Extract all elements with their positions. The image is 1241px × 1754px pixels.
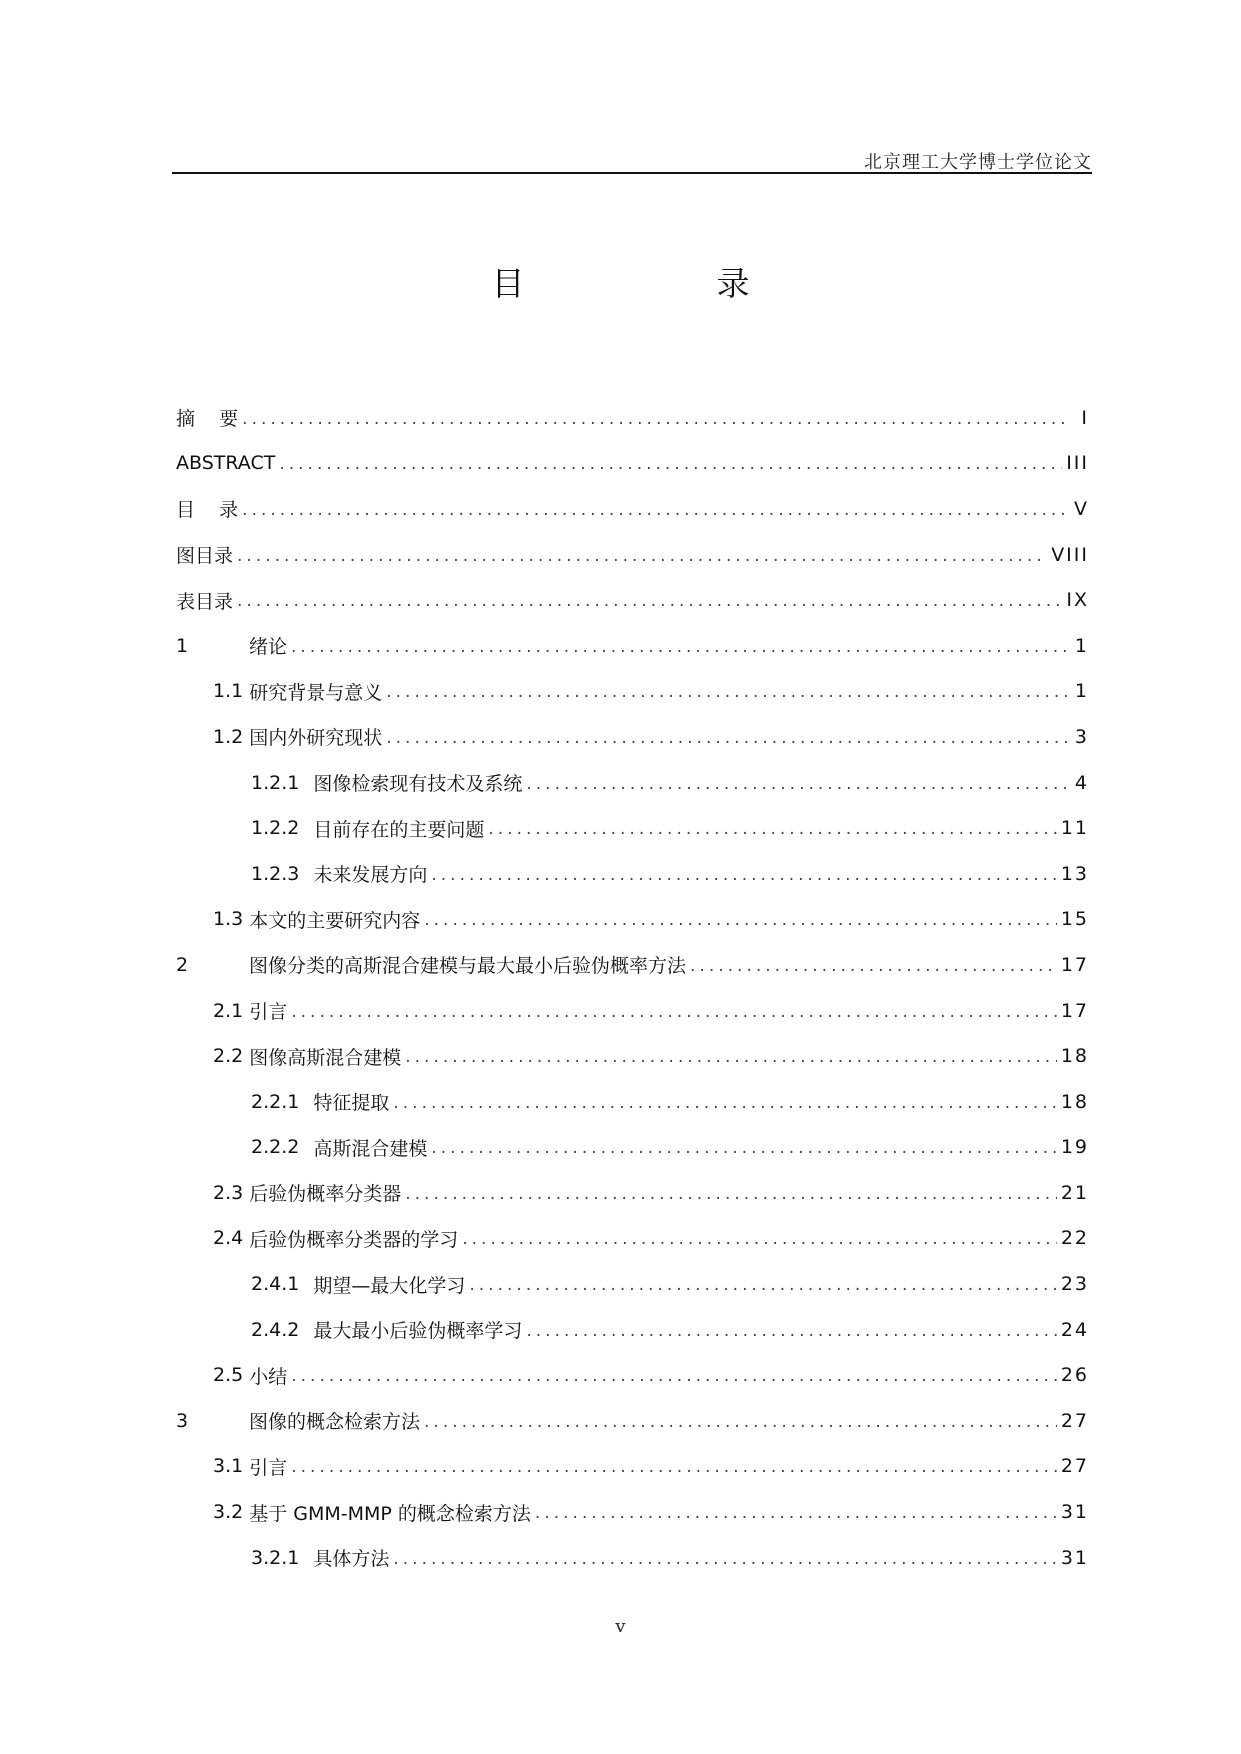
- toc-entry-number: 3.2.1: [251, 1546, 300, 1569]
- dot-leader: [393, 1549, 1056, 1571]
- toc-entry-label: 小结: [249, 1365, 288, 1388]
- dot-leader: [291, 1002, 1057, 1024]
- toc-entry-number: 2.1: [213, 999, 244, 1022]
- page-title: 目 录: [491, 264, 780, 303]
- toc-entry-number: 2.2.1: [251, 1090, 300, 1113]
- dot-leader: [431, 1138, 1056, 1160]
- toc-entry-label: 最大最小后验伪概率学习: [313, 1320, 523, 1343]
- toc-entry-number: 1.2.3: [251, 862, 300, 885]
- toc-entry-page: III: [1066, 452, 1089, 475]
- toc-entry-page: 22: [1060, 1227, 1089, 1250]
- dot-leader: [291, 1457, 1057, 1479]
- toc-entry-number: 1.2.1: [251, 771, 300, 794]
- toc-entry-label: 未来发展方向: [313, 864, 428, 887]
- toc-entry[interactable]: [176, 851, 1089, 897]
- toc-entry-number: 2.2: [213, 1045, 244, 1068]
- toc-entry-label: 图目录: [176, 545, 234, 568]
- toc-entry[interactable]: [176, 1216, 1089, 1262]
- toc-entry-page: IX: [1066, 589, 1089, 612]
- toc-entry-label: 期望—最大化学习: [313, 1274, 466, 1297]
- dot-leader: [237, 591, 1062, 613]
- toc-entry[interactable]: [176, 1444, 1089, 1490]
- toc-entry[interactable]: [176, 714, 1089, 760]
- toc-entry-page: VIII: [1051, 543, 1089, 566]
- toc-entry[interactable]: [176, 1489, 1089, 1535]
- toc-entry-label: 目 录: [176, 499, 239, 522]
- toc-entry-page: 24: [1060, 1318, 1089, 1341]
- toc-entry-label: 后验伪概率分类器: [249, 1183, 402, 1206]
- toc-entry[interactable]: [176, 1170, 1089, 1216]
- toc-entry-label: 图像检索现有技术及系统: [313, 773, 523, 796]
- toc-entry[interactable]: [176, 1033, 1089, 1079]
- toc-entry[interactable]: [176, 441, 1089, 487]
- toc-entry[interactable]: [176, 1307, 1089, 1353]
- toc-entry-page: 4: [1074, 771, 1089, 794]
- toc-entry-number: 1.3: [213, 908, 244, 931]
- toc-entry-number: 2.2.2: [251, 1136, 300, 1159]
- toc-entry[interactable]: [176, 897, 1089, 943]
- dot-leader: [386, 728, 1071, 750]
- dot-leader: [405, 1184, 1057, 1206]
- toc-entry-number: 1: [176, 634, 189, 657]
- toc-entry-number: 3: [176, 1409, 189, 1432]
- toc-entry-page: 19: [1060, 1136, 1089, 1159]
- toc-entry-page: 17: [1060, 953, 1089, 976]
- toc-entry-label: 国内外研究现状: [249, 727, 383, 750]
- toc-entry-number: 3.1: [213, 1455, 244, 1478]
- toc-entry-page: 27: [1060, 1409, 1089, 1432]
- dot-leader: [393, 1093, 1056, 1115]
- dot-leader: [526, 1321, 1056, 1343]
- toc-entry-label: 本文的主要研究内容: [249, 909, 421, 932]
- toc-entry-page: 18: [1060, 1090, 1089, 1113]
- toc-entry-page: 23: [1060, 1273, 1089, 1296]
- toc-entry-page: I: [1081, 406, 1089, 429]
- toc-entry[interactable]: [176, 532, 1089, 578]
- toc-entry[interactable]: [176, 942, 1089, 988]
- dot-leader: [431, 865, 1056, 887]
- toc-entry-label: 绪论: [249, 636, 288, 659]
- toc-entry-label: 摘 要: [176, 408, 239, 431]
- dot-leader: [535, 1503, 1057, 1525]
- toc-entry-number: 2.3: [213, 1181, 244, 1204]
- toc-entry[interactable]: [176, 486, 1089, 532]
- dot-leader: [526, 774, 1071, 796]
- toc-entry-page: 1: [1074, 634, 1089, 657]
- toc-entry[interactable]: [176, 1398, 1089, 1444]
- dot-leader: [469, 1275, 1056, 1297]
- toc-entry-page: 11: [1060, 817, 1089, 840]
- toc-entry-label: 引言: [249, 1001, 288, 1024]
- toc-entry[interactable]: [176, 395, 1089, 441]
- toc-entry-number: 2.4.2: [251, 1318, 300, 1341]
- dot-leader: [488, 819, 1056, 841]
- toc-entry-page: 3: [1074, 725, 1089, 748]
- toc-entry-page: 13: [1060, 862, 1089, 885]
- toc-entry[interactable]: [176, 1535, 1089, 1581]
- toc-entry[interactable]: [176, 577, 1089, 623]
- toc-entry-page: V: [1074, 497, 1089, 520]
- toc-entry[interactable]: [176, 1079, 1089, 1125]
- toc-entry-label: 具体方法: [313, 1548, 390, 1571]
- toc-entry-page: 1: [1074, 680, 1089, 703]
- toc-entry[interactable]: [176, 669, 1089, 715]
- dot-leader: [242, 500, 1070, 522]
- toc-entry-page: 17: [1060, 999, 1089, 1022]
- toc-entry[interactable]: [176, 805, 1089, 851]
- page-number: v: [615, 1616, 626, 1637]
- toc-entry-label: 图像高斯混合建模: [249, 1046, 402, 1069]
- dot-leader: [242, 409, 1071, 431]
- toc-entry-number: 2.5: [213, 1364, 244, 1387]
- toc-entry-label: 后验伪概率分类器的学习: [249, 1228, 459, 1251]
- toc-entry-label: 图像的概念检索方法: [249, 1411, 421, 1434]
- dot-leader: [291, 1366, 1057, 1388]
- toc-entry[interactable]: [176, 1352, 1089, 1398]
- toc-entry-label: 特征提取: [313, 1092, 390, 1115]
- dot-leader: [424, 910, 1057, 932]
- toc-entry[interactable]: [176, 988, 1089, 1034]
- toc-entry-number: 1.1: [213, 680, 244, 703]
- toc-entry-number: 1.2.2: [251, 817, 300, 840]
- toc-entry-page: 18: [1060, 1045, 1089, 1068]
- header-rule: [172, 172, 1092, 174]
- toc-entry-number: 2.4.1: [251, 1273, 300, 1296]
- table-of-contents: [176, 395, 1089, 1580]
- running-header: 北京理工大学博士学位论文: [864, 152, 1092, 173]
- toc-entry-page: 31: [1060, 1546, 1089, 1569]
- dot-leader: [405, 1047, 1057, 1069]
- dot-leader: [462, 1229, 1057, 1251]
- toc-entry-number: 2: [176, 953, 189, 976]
- dot-leader: [279, 454, 1062, 476]
- toc-entry-page: 31: [1060, 1501, 1089, 1524]
- toc-entry-number: 3.2: [213, 1501, 244, 1524]
- toc-entry-label: 表目录: [176, 590, 234, 613]
- toc-entry-page: 21: [1060, 1181, 1089, 1204]
- toc-entry[interactable]: [176, 760, 1089, 806]
- toc-entry-page: 26: [1060, 1364, 1089, 1387]
- toc-entry-label: 研究背景与意义: [249, 681, 383, 704]
- toc-entry-label: 高斯混合建模: [313, 1137, 428, 1160]
- toc-entry[interactable]: [176, 1261, 1089, 1307]
- dot-leader: [291, 637, 1071, 659]
- toc-entry-number: 2.4: [213, 1227, 244, 1250]
- toc-entry-label: 引言: [249, 1456, 288, 1479]
- toc-entry-label: 目前存在的主要问题: [313, 818, 485, 841]
- toc-entry-number: 1.2: [213, 725, 244, 748]
- toc-entry[interactable]: [176, 623, 1089, 669]
- toc-entry-label: 基于 GMM-MMP 的概念检索方法: [249, 1502, 531, 1525]
- toc-entry-page: 27: [1060, 1455, 1089, 1478]
- dot-leader: [237, 546, 1047, 568]
- dot-leader: [690, 956, 1057, 978]
- dot-leader: [386, 682, 1071, 704]
- dot-leader: [424, 1412, 1057, 1434]
- toc-entry-label: 图像分类的高斯混合建模与最大最小后验伪概率方法: [249, 955, 687, 978]
- toc-entry-label: ABSTRACT: [176, 452, 276, 475]
- toc-entry-page: 15: [1060, 908, 1089, 931]
- toc-entry[interactable]: [176, 1125, 1089, 1171]
